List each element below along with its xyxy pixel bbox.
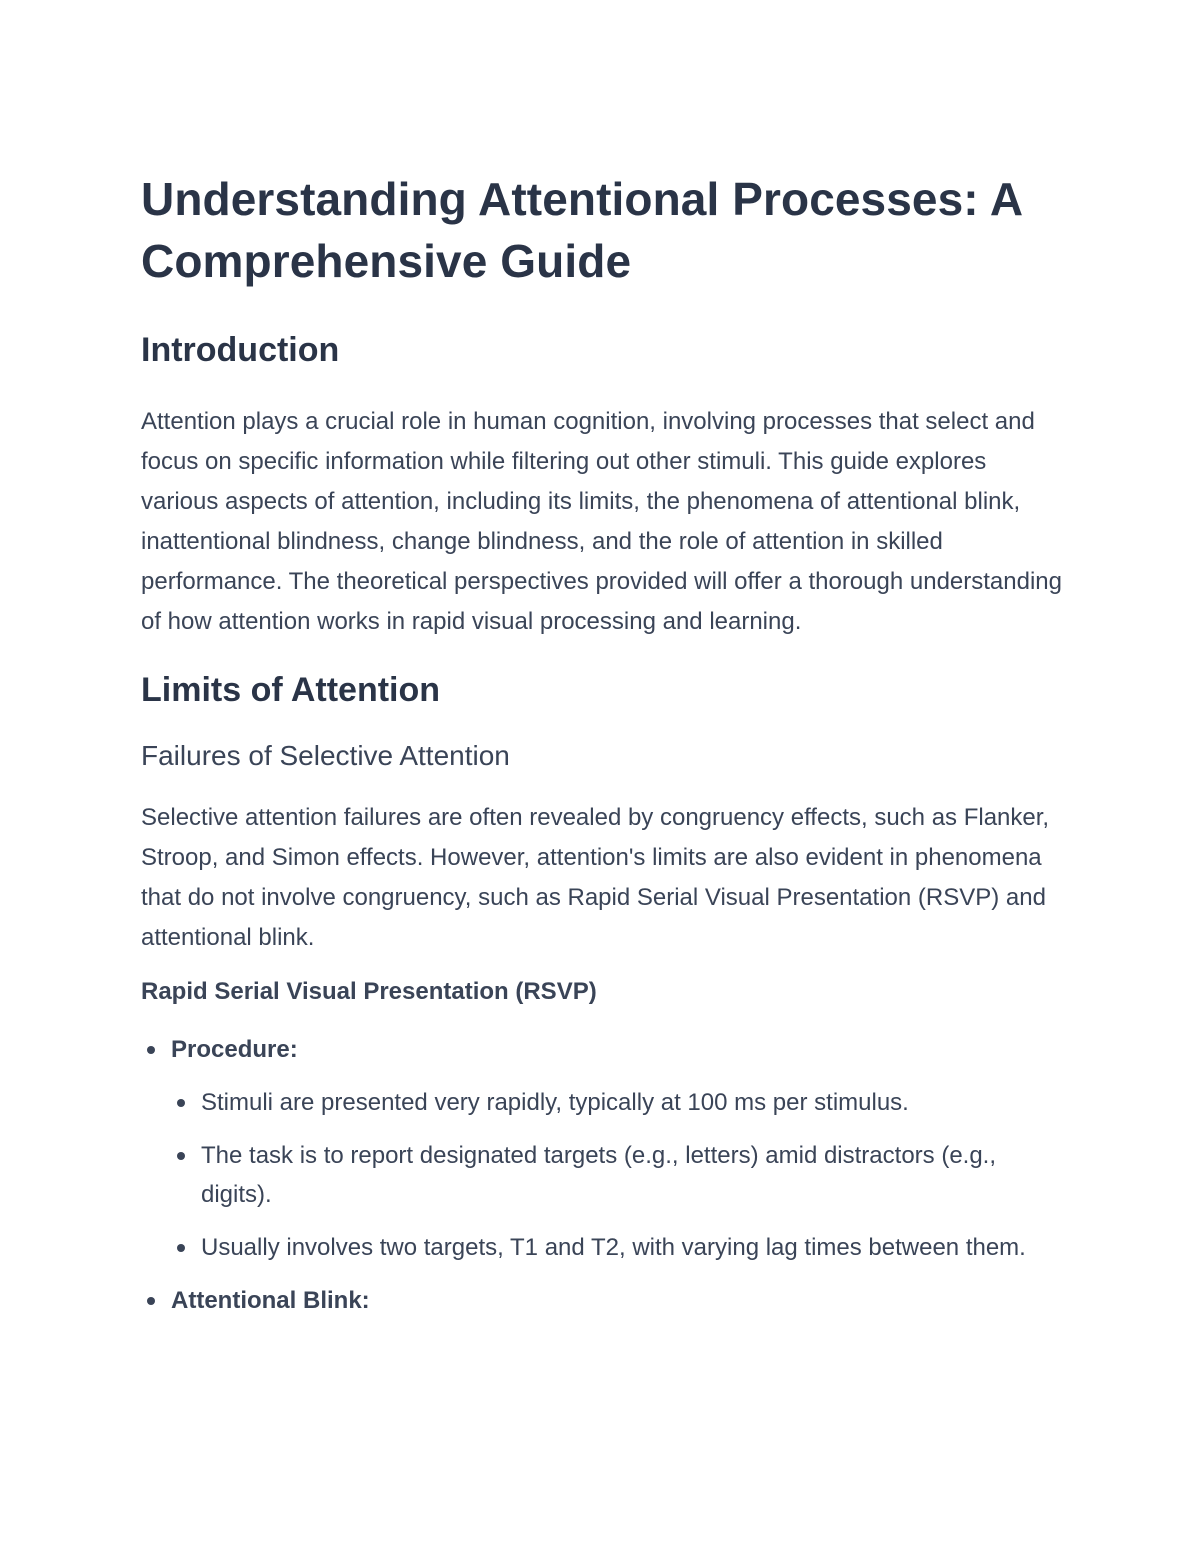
bullet-icon	[177, 1244, 185, 1252]
limits-heading: Limits of Attention	[141, 671, 441, 709]
list-item	[201, 1083, 1066, 1122]
bullet-icon	[177, 1152, 185, 1160]
procedure-label: Procedure:	[171, 1036, 298, 1063]
introduction-heading: Introduction	[141, 331, 340, 369]
document-page	[141, 168, 1066, 1320]
selective-attention-heading: Failures of Selective Attention	[141, 740, 510, 771]
list-item-text: The task is to report designated targets (e.g., letters) amid distractors (e.g., digits).	[201, 1142, 997, 1208]
bullet-icon	[177, 1099, 185, 1107]
list-item	[201, 1136, 1066, 1214]
selective-attention-paragraph: Selective attention failures are often revealed by congruency effects, such as Flanker, Stroop, and Simon effects. However, attention's limits are also evident in phenomena that do not involve congruency, such as Rapid Serial Visual Presentation (RSVP) and attentional blink.	[141, 804, 1050, 951]
attentional-blink-label: Attentional Blink:	[171, 1287, 370, 1314]
list-item-procedure	[171, 1030, 1066, 1267]
list-item-text: Usually involves two targets, T1 and T2, with varying lag times between them.	[201, 1234, 1026, 1261]
rsvp-list	[141, 1030, 1066, 1320]
procedure-sublist	[171, 1083, 1066, 1267]
bullet-icon	[147, 1297, 155, 1305]
list-item	[201, 1228, 1066, 1267]
introduction-paragraph: Attention plays a crucial role in human cognition, involving processes that select and focus on specific information while filtering out other stimuli. This guide explores various aspects of attention, including its limits, the phenomena of attentional blink, inattentional blindness, change blindness, and the role of attention in skilled performance. The theoretical perspectives provided will offer a thorough understanding of how attention works in rapid visual processing and learning.	[141, 408, 1062, 635]
bullet-icon	[147, 1046, 155, 1054]
list-item-attentional-blink	[171, 1281, 1066, 1320]
rsvp-heading: Rapid Serial Visual Presentation (RSVP)	[141, 978, 597, 1005]
document-title: Understanding Attentional Processes: A Comprehensive Guide	[141, 173, 1022, 287]
list-item-text: Stimuli are presented very rapidly, typically at 100 ms per stimulus.	[201, 1089, 909, 1116]
